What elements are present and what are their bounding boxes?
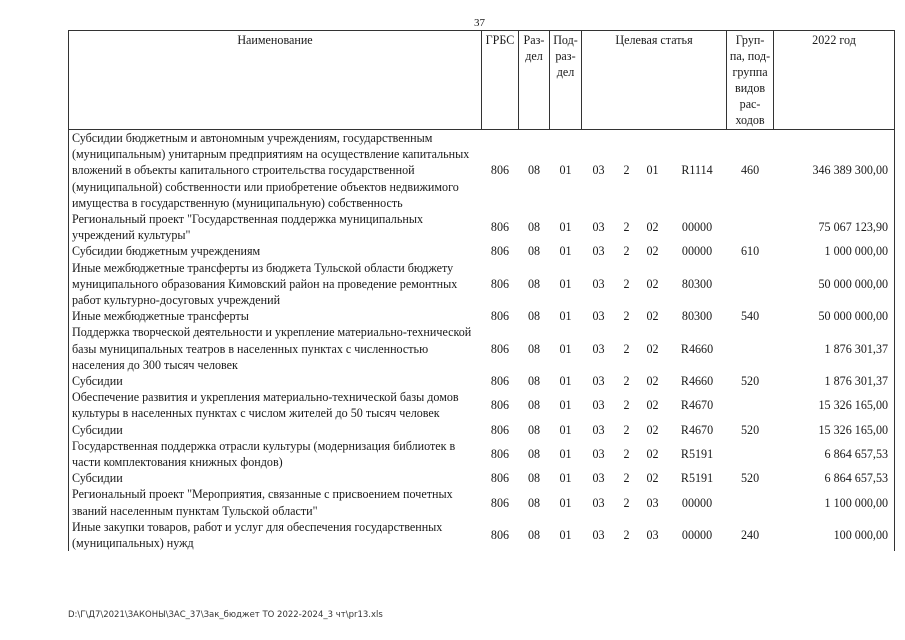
header-podrazdel: Под- раз- дел	[550, 31, 582, 130]
cell-razdel: 08	[527, 244, 541, 259]
cell-grbs: 806	[490, 341, 510, 356]
cell-razdel: 08	[527, 471, 541, 486]
cell-amount: 75 067 123,90	[774, 211, 895, 243]
cell-c3: 01	[646, 163, 659, 178]
header-gruppa: Груп- па, под- группа видов рас- ходов	[727, 31, 774, 130]
table-row	[69, 130, 895, 212]
cell-podrazdel: 01	[559, 446, 572, 461]
cell-razdel: 08	[527, 220, 541, 235]
cell-amount: 346 389 300,00	[774, 130, 895, 212]
cell-c3: 03	[646, 495, 659, 510]
cell-name: Обеспечение развития и укрепления материально-технической базы домов культуры в населенных пунктах с числом жителей до 50 тысяч человек	[69, 389, 482, 421]
cell-grbs: 806	[490, 446, 510, 461]
cell-razdel: 08	[527, 374, 541, 389]
cell-grbs: 806	[490, 527, 510, 542]
cell-amount: 15 326 165,00	[774, 389, 895, 421]
cell-razdel: 08	[527, 446, 541, 461]
cell-c2: 2	[623, 374, 630, 389]
table-row	[69, 486, 895, 518]
cell-gruppa: 520	[740, 422, 760, 437]
cell-podrazdel: 01	[559, 276, 572, 291]
header-name: Наименование	[69, 31, 482, 130]
cell-grbs: 806	[490, 471, 510, 486]
cell-c1: 03	[592, 244, 605, 259]
cell-c4: R1114	[681, 163, 713, 178]
cell-podrazdel: 01	[559, 471, 572, 486]
cell-c1: 03	[592, 471, 605, 486]
cell-c3: 02	[646, 276, 659, 291]
cell-amount: 1 876 301,37	[774, 373, 895, 389]
cell-c3: 02	[646, 341, 659, 356]
cell-name: Субсидии бюджетным и автономным учреждениям, государственным (муниципальным) унитарным предприятиям на осуществление капитальных вложений в объекты капитального строительства государственной (муниципальной) собственности или приобретение объектов недвижимого имущества в государственную (муниципальную) собственность	[69, 130, 482, 212]
cell-c3: 02	[646, 309, 659, 324]
cell-podrazdel: 01	[559, 309, 572, 324]
cell-grbs: 806	[490, 495, 510, 510]
header-grbs: ГРБС	[482, 31, 519, 130]
cell-amount: 6 864 657,53	[774, 438, 895, 470]
cell-c4: R4660	[680, 374, 714, 389]
cell-c3: 02	[646, 244, 659, 259]
cell-razdel: 08	[527, 422, 541, 437]
cell-grbs: 806	[490, 244, 510, 259]
header-razdel: Раз- дел	[519, 31, 550, 130]
cell-razdel: 08	[527, 341, 541, 356]
cell-c4: 00000	[681, 244, 713, 259]
cell-c1: 03	[592, 527, 605, 542]
cell-podrazdel: 01	[559, 374, 572, 389]
cell-amount: 50 000 000,00	[774, 260, 895, 309]
cell-name: Региональный проект "Государственная поддержка муниципальных учреждений культуры"	[69, 211, 482, 243]
cell-c1: 03	[592, 446, 605, 461]
cell-name: Субсидии	[69, 422, 482, 438]
table-row	[69, 389, 895, 421]
header-celevaya-statya: Целевая статья	[582, 31, 727, 130]
cell-amount: 1 000 000,00	[774, 243, 895, 259]
cell-gruppa	[727, 389, 774, 421]
cell-c4: 00000	[681, 495, 713, 510]
cell-grbs: 806	[490, 374, 510, 389]
cell-grbs: 806	[490, 220, 510, 235]
cell-podrazdel: 01	[559, 341, 572, 356]
cell-c1: 03	[592, 309, 605, 324]
cell-gruppa	[727, 438, 774, 470]
cell-name: Иные межбюджетные трансферты из бюджета Тульской области бюджету муниципального образования Кимовский район на проведение ремонтных работ культурно-досуговых учреждений	[69, 260, 482, 309]
cell-grbs: 806	[490, 309, 510, 324]
cell-gruppa	[727, 260, 774, 309]
cell-c4: 00000	[681, 220, 713, 235]
cell-grbs: 806	[490, 276, 510, 291]
cell-c2: 2	[623, 495, 630, 510]
cell-c2: 2	[623, 244, 630, 259]
cell-c1: 03	[592, 341, 605, 356]
cell-c2: 2	[623, 276, 630, 291]
cell-gruppa: 520	[740, 471, 760, 486]
cell-c1: 03	[592, 422, 605, 437]
cell-name: Региональный проект "Мероприятия, связанные с присвоением почетных званий населенным пунктам Тульской области"	[69, 486, 482, 518]
table-body	[69, 130, 895, 552]
table-row	[69, 324, 895, 373]
cell-gruppa: 540	[740, 309, 760, 324]
cell-name: Субсидии бюджетным учреждениям	[69, 243, 482, 259]
table-row	[69, 519, 895, 551]
cell-gruppa: 240	[740, 527, 760, 542]
cell-grbs: 806	[490, 398, 510, 413]
cell-grbs: 806	[490, 422, 510, 437]
cell-c2: 2	[623, 527, 630, 542]
cell-gruppa: 520	[740, 374, 760, 389]
table-row	[69, 211, 895, 243]
cell-name: Субсидии	[69, 373, 482, 389]
cell-c4: R4670	[680, 398, 714, 413]
cell-razdel: 08	[527, 527, 541, 542]
cell-name: Иные межбюджетные трансферты	[69, 308, 482, 324]
cell-c1: 03	[592, 276, 605, 291]
table-row	[69, 438, 895, 470]
cell-amount: 50 000 000,00	[774, 308, 895, 324]
cell-c4: R4670	[680, 422, 714, 437]
cell-c1: 03	[592, 220, 605, 235]
cell-c4: R5191	[680, 446, 714, 461]
cell-c3: 02	[646, 422, 659, 437]
cell-razdel: 08	[527, 163, 541, 178]
cell-gruppa: 610	[740, 244, 760, 259]
table-row	[69, 470, 895, 486]
header-year: 2022 год	[774, 31, 895, 130]
table-row	[69, 243, 895, 259]
cell-c4: 80300	[681, 276, 713, 291]
cell-razdel: 08	[527, 309, 541, 324]
table-row	[69, 373, 895, 389]
cell-c2: 2	[623, 220, 630, 235]
table-row	[69, 260, 895, 309]
budget-table	[68, 30, 895, 551]
cell-gruppa	[727, 486, 774, 518]
cell-razdel: 08	[527, 398, 541, 413]
table-header	[69, 31, 895, 130]
cell-c2: 2	[623, 341, 630, 356]
cell-c2: 2	[623, 422, 630, 437]
cell-podrazdel: 01	[559, 495, 572, 510]
cell-c1: 03	[592, 374, 605, 389]
cell-amount: 15 326 165,00	[774, 422, 895, 438]
cell-podrazdel: 01	[559, 422, 572, 437]
page-number: 37	[474, 17, 485, 29]
cell-c4: 80300	[681, 309, 713, 324]
table-row	[69, 422, 895, 438]
cell-c4: 00000	[681, 527, 713, 542]
cell-c3: 03	[646, 527, 659, 542]
cell-c4: R5191	[680, 471, 714, 486]
cell-podrazdel: 01	[559, 398, 572, 413]
cell-amount: 6 864 657,53	[774, 470, 895, 486]
cell-c2: 2	[623, 163, 630, 178]
cell-name: Субсидии	[69, 470, 482, 486]
file-path-footer: D:\Г\Д7\2021\ЗАКОНЫ\ЗАС_37\Зак_бюджет ТО 2022-2024_3 чт\pr13.xls	[68, 610, 383, 620]
cell-c2: 2	[623, 398, 630, 413]
cell-c1: 03	[592, 495, 605, 510]
cell-gruppa	[727, 211, 774, 243]
cell-c2: 2	[623, 471, 630, 486]
cell-podrazdel: 01	[559, 527, 572, 542]
cell-amount: 1 876 301,37	[774, 324, 895, 373]
cell-grbs: 806	[490, 163, 510, 178]
cell-razdel: 08	[527, 276, 541, 291]
cell-name: Государственная поддержка отрасли культуры (модернизация библиотек в части комплектования книжных фондов)	[69, 438, 482, 470]
cell-c1: 03	[592, 163, 605, 178]
cell-amount: 1 100 000,00	[774, 486, 895, 518]
cell-c3: 02	[646, 220, 659, 235]
cell-c3: 02	[646, 374, 659, 389]
cell-c4: R4660	[680, 341, 714, 356]
cell-c2: 2	[623, 446, 630, 461]
cell-podrazdel: 01	[559, 244, 572, 259]
cell-gruppa	[727, 324, 774, 373]
cell-c1: 03	[592, 398, 605, 413]
cell-name: Иные закупки товаров, работ и услуг для обеспечения государственных (муниципальных) нужд	[69, 519, 482, 551]
cell-podrazdel: 01	[559, 163, 572, 178]
table-row	[69, 308, 895, 324]
cell-podrazdel: 01	[559, 220, 572, 235]
cell-gruppa: 460	[740, 163, 760, 178]
cell-c3: 02	[646, 446, 659, 461]
cell-amount: 100 000,00	[774, 519, 895, 551]
cell-c3: 02	[646, 398, 659, 413]
cell-c3: 02	[646, 471, 659, 486]
cell-name: Поддержка творческой деятельности и укрепление материально-технической базы муниципальных театров в населенных пунктах с численностью населения до 300 тысяч человек	[69, 324, 482, 373]
cell-c2: 2	[623, 309, 630, 324]
cell-razdel: 08	[527, 495, 541, 510]
